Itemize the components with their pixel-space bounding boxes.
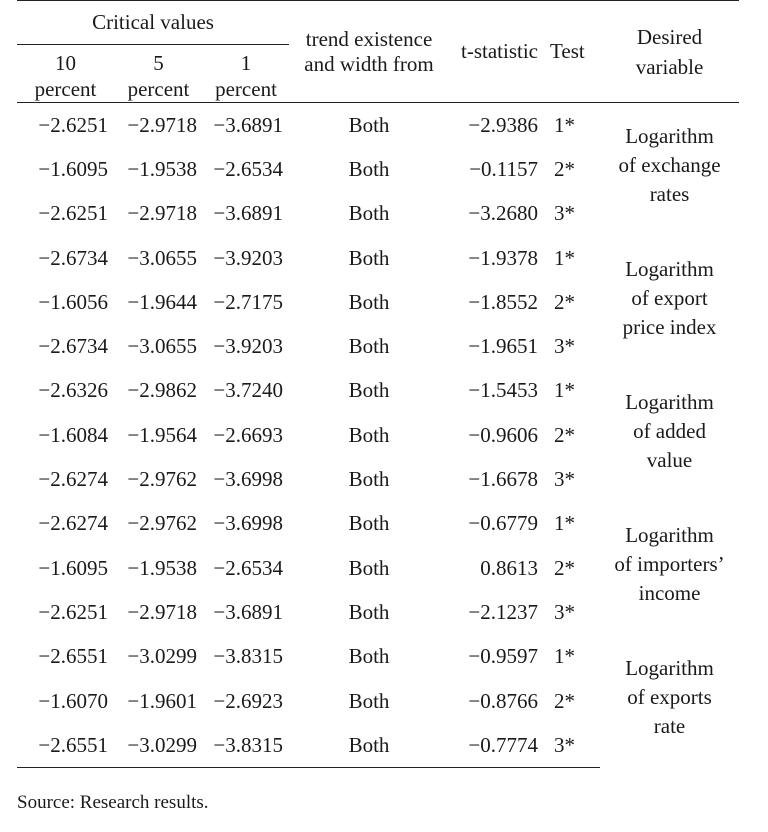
trend-cell: Both bbox=[348, 467, 390, 492]
test-cell: 2* bbox=[554, 289, 576, 314]
critical-5-cell: −3.0299 bbox=[127, 644, 197, 669]
variable-line: price index bbox=[622, 314, 717, 339]
desired-variable-cell bbox=[600, 635, 739, 768]
tstat-cell: −0.7774 bbox=[449, 723, 550, 768]
desired-variable-cell bbox=[600, 502, 739, 635]
tstat-header: t-statistic bbox=[449, 1, 550, 103]
variable-line: Logarithm bbox=[625, 256, 714, 281]
test-header: Test bbox=[550, 1, 600, 103]
critical-5-cell: −1.9644 bbox=[127, 289, 197, 314]
table-row bbox=[17, 502, 739, 546]
critical-5-cell: −1.9601 bbox=[127, 688, 197, 713]
trend-cell: Both bbox=[348, 156, 390, 181]
variable-line: income bbox=[638, 580, 701, 605]
critical-1-cell: −3.6891 bbox=[213, 112, 284, 137]
critical-10-cell: −1.6070 bbox=[38, 688, 108, 713]
desired-header-line1: Desired bbox=[636, 24, 703, 49]
trend-cell: Both bbox=[348, 599, 390, 624]
test-cell: 1* bbox=[554, 511, 576, 536]
critical-10-cell: −1.6056 bbox=[38, 289, 108, 314]
test-cell: 1* bbox=[554, 245, 576, 270]
trend-header-line2: and width from bbox=[304, 51, 434, 76]
critical-10-cell: −1.6095 bbox=[38, 555, 108, 580]
tstat-cell: 0.8613 bbox=[480, 555, 539, 580]
critical-1-cell: −3.8315 bbox=[213, 644, 284, 669]
critical-1-cell: −3.8315 bbox=[203, 723, 289, 768]
variable-line: Logarithm bbox=[625, 389, 714, 414]
variable-line: rate bbox=[653, 713, 686, 738]
test-cell: 3* bbox=[554, 467, 576, 492]
trend-cell: Both bbox=[348, 245, 390, 270]
critical-1-cell: −3.6891 bbox=[213, 201, 284, 226]
variable-line: Logarithm bbox=[625, 522, 714, 547]
trend-cell: Both bbox=[348, 555, 390, 580]
tstat-cell: −0.6779 bbox=[468, 511, 539, 536]
desired-variable-cell bbox=[600, 103, 739, 236]
variable-line: Logarithm bbox=[625, 655, 714, 680]
test-cell: 2* bbox=[554, 422, 576, 447]
table-row bbox=[17, 635, 739, 679]
tstat-cell: −1.6678 bbox=[468, 467, 539, 492]
tstat-cell: −1.9651 bbox=[468, 334, 539, 359]
trend-cell: Both bbox=[348, 511, 390, 536]
desired-variable-cell bbox=[600, 369, 739, 502]
test-cell: 2* bbox=[554, 688, 576, 713]
critical-5-cell: −3.0655 bbox=[127, 245, 197, 270]
trend-cell: Both bbox=[348, 378, 390, 403]
critical-10-cell: −2.6551 bbox=[38, 644, 108, 669]
critical-10-cell: −2.6734 bbox=[38, 245, 108, 270]
table-container bbox=[17, 0, 739, 768]
test-cell: 1* bbox=[554, 378, 576, 403]
critical-5-cell: −3.0299 bbox=[114, 723, 203, 768]
tstat-cell: −1.5453 bbox=[468, 378, 539, 403]
results-table bbox=[17, 0, 739, 768]
source-note: Source: Research results. bbox=[17, 792, 209, 813]
critical-10-cell: −2.6274 bbox=[38, 511, 108, 536]
trend-header-line1: trend existence bbox=[305, 26, 433, 51]
col-10-num: 10 bbox=[55, 51, 76, 75]
col-5-num: 5 bbox=[153, 51, 164, 75]
variable-line: value bbox=[646, 447, 693, 472]
critical-5-cell: −2.9762 bbox=[127, 467, 197, 492]
tstat-cell: −2.9386 bbox=[468, 112, 539, 137]
critical-values-header: Critical values bbox=[17, 1, 289, 45]
test-cell: 3* bbox=[550, 723, 600, 768]
desired-variable-header bbox=[600, 1, 739, 103]
critical-1-cell: −3.9203 bbox=[213, 245, 284, 270]
variable-line: of export bbox=[631, 285, 708, 310]
trend-cell: Both bbox=[348, 422, 390, 447]
critical-10-cell: −2.6326 bbox=[38, 378, 108, 403]
critical-1-cell: −3.9203 bbox=[213, 334, 284, 359]
desired-header-line2: variable bbox=[635, 54, 704, 79]
variable-line: of importers’ bbox=[614, 551, 725, 576]
variable-line: rates bbox=[649, 181, 690, 206]
critical-1-cell: −2.6534 bbox=[213, 156, 284, 181]
col-1-percent-header bbox=[203, 45, 289, 103]
trend-cell: Both bbox=[289, 723, 449, 768]
col-5-unit: percent bbox=[127, 77, 190, 101]
trend-cell: Both bbox=[348, 289, 390, 314]
critical-5-cell: −2.9862 bbox=[127, 378, 197, 403]
variable-line: Logarithm bbox=[625, 123, 714, 148]
tstat-cell: −3.2680 bbox=[468, 201, 539, 226]
variable-line: of added bbox=[633, 418, 706, 443]
variable-line: of exports bbox=[627, 684, 712, 709]
critical-5-cell: −1.9564 bbox=[127, 422, 197, 447]
variable-line: of exchange bbox=[618, 152, 721, 177]
critical-1-cell: −3.6998 bbox=[213, 511, 284, 536]
table-body bbox=[17, 103, 739, 768]
critical-1-cell: −3.7240 bbox=[213, 378, 284, 403]
critical-5-cell: −2.9762 bbox=[127, 511, 197, 536]
test-cell: 3* bbox=[554, 599, 576, 624]
critical-5-cell: −3.0655 bbox=[127, 334, 197, 359]
tstat-cell: −1.8552 bbox=[468, 289, 539, 314]
tstat-cell: −0.1157 bbox=[469, 156, 539, 181]
critical-10-cell: −2.6251 bbox=[38, 112, 108, 137]
critical-10-cell: −2.6551 bbox=[17, 723, 114, 768]
critical-1-cell: −2.6923 bbox=[213, 688, 284, 713]
col-5-percent-header bbox=[114, 45, 203, 103]
critical-10-cell: −2.6734 bbox=[38, 334, 108, 359]
trend-header bbox=[289, 1, 449, 103]
tstat-cell: −0.9606 bbox=[468, 422, 539, 447]
trend-cell: Both bbox=[348, 334, 390, 359]
critical-10-cell: −2.6274 bbox=[38, 467, 108, 492]
critical-10-cell: −2.6251 bbox=[38, 201, 108, 226]
critical-5-cell: −1.9538 bbox=[127, 555, 197, 580]
critical-5-cell: −2.9718 bbox=[127, 599, 197, 624]
col-10-percent-header bbox=[17, 45, 114, 103]
col-10-unit: percent bbox=[34, 77, 97, 101]
tstat-cell: −0.8766 bbox=[468, 688, 539, 713]
test-cell: 1* bbox=[554, 644, 576, 669]
critical-10-cell: −2.6251 bbox=[38, 599, 108, 624]
test-cell: 2* bbox=[554, 156, 576, 181]
trend-cell: Both bbox=[348, 644, 390, 669]
critical-10-cell: −1.6084 bbox=[38, 422, 108, 447]
critical-5-cell: −1.9538 bbox=[127, 156, 197, 181]
tstat-cell: −0.9597 bbox=[468, 644, 539, 669]
test-cell: 1* bbox=[554, 112, 576, 137]
test-cell: 2* bbox=[554, 555, 576, 580]
critical-5-cell: −2.9718 bbox=[127, 201, 197, 226]
critical-1-cell: −2.6693 bbox=[213, 422, 284, 447]
trend-cell: Both bbox=[348, 112, 390, 137]
table-row bbox=[17, 236, 739, 280]
critical-1-cell: −3.6891 bbox=[213, 599, 284, 624]
col-1-unit: percent bbox=[215, 77, 277, 101]
trend-cell: Both bbox=[348, 201, 390, 226]
critical-5-cell: −2.9718 bbox=[127, 112, 197, 137]
desired-variable-cell bbox=[600, 236, 739, 369]
test-cell: 3* bbox=[554, 334, 576, 359]
critical-1-cell: −2.6534 bbox=[213, 555, 284, 580]
col-1-num: 1 bbox=[240, 51, 252, 75]
critical-1-cell: −3.6998 bbox=[213, 467, 284, 492]
critical-10-cell: −1.6095 bbox=[38, 156, 108, 181]
tstat-cell: −2.1237 bbox=[468, 599, 539, 624]
trend-cell: Both bbox=[348, 688, 390, 713]
test-cell: 3* bbox=[554, 201, 576, 226]
critical-1-cell: −2.7175 bbox=[213, 289, 284, 314]
table-row bbox=[17, 369, 739, 413]
table-row bbox=[17, 103, 739, 148]
tstat-cell: −1.9378 bbox=[468, 245, 539, 270]
